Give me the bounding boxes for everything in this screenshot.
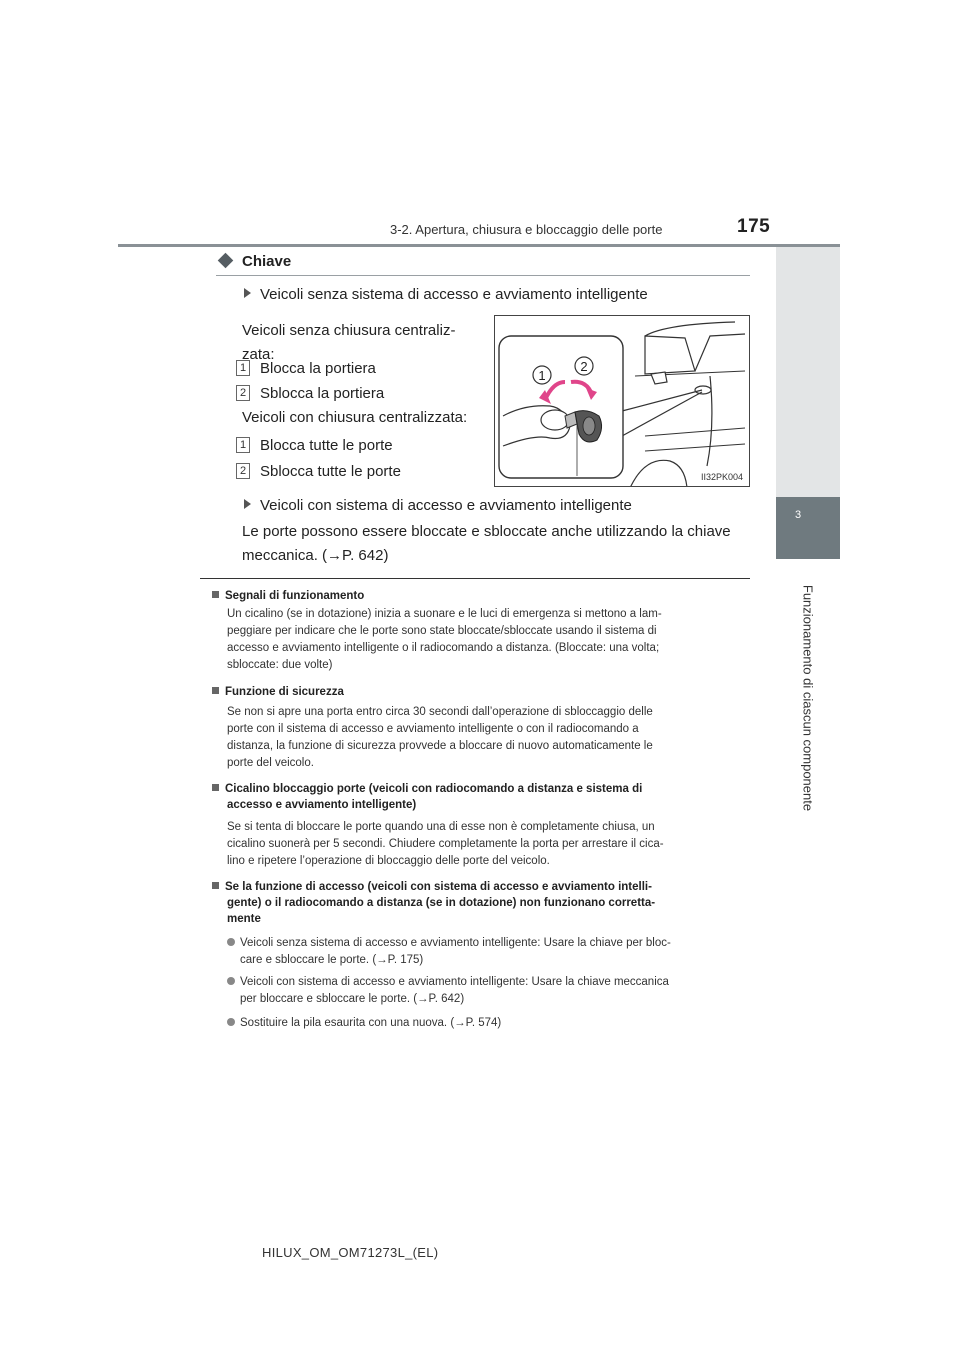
no-central-label-line2: zata: bbox=[242, 346, 275, 363]
header-section-title: 3-2. Apertura, chiusura e bloccaggio delle porte bbox=[390, 222, 663, 237]
list-item: 1 Blocca la portiera bbox=[236, 360, 376, 377]
notes-divider bbox=[200, 578, 750, 579]
smart-text-line1: Le porte possono essere bloccate e sbloccate anche utilizzando la chiave bbox=[242, 523, 731, 540]
note-title: Cicalino bloccaggio porte (veicoli con radiocomando a distanza e sistema di accesso e avviamento intelligente) bbox=[212, 781, 752, 813]
section-title: Chiave bbox=[242, 253, 292, 270]
chapter-title-vertical: Funzionamento di ciascun componente bbox=[800, 584, 816, 812]
list-item: 2 Sblocca la portiera bbox=[236, 385, 384, 402]
page-number: 175 bbox=[737, 216, 771, 237]
list-item: Sostituire la pila esaurita con una nuova. (→P. 574) bbox=[227, 1015, 751, 1032]
list-item: 1 Blocca tutte le porte bbox=[236, 437, 393, 454]
square-bullet-icon bbox=[212, 591, 219, 598]
callout-2: 2 bbox=[580, 359, 588, 374]
chapter-number: 3 bbox=[795, 509, 802, 521]
list-item: Veicoli senza sistema di accesso e avviamento intelligente: Usare la chiave per bloc- care e sbloccare le porte. (→P. 175) bbox=[227, 935, 751, 969]
circle-bullet-icon bbox=[227, 938, 235, 946]
square-bullet-icon bbox=[212, 784, 219, 791]
central-label: Veicoli con chiusura centralizzata: bbox=[242, 409, 468, 426]
list-item: 2 Sblocca tutte le porte bbox=[236, 463, 401, 480]
diamond-icon bbox=[218, 253, 234, 269]
circle-bullet-icon bbox=[227, 977, 235, 985]
note-title: Funzione di sicurezza bbox=[212, 684, 344, 700]
note-body: Se non si apre una porta entro circa 30 secondi dall’operazione di sbloccaggio delle porte con il sistema di accesso e avviamento intelligente o con il radiocomando a distanza, la funzione di sicurezza provvede a bloccare di nuovo automaticamente le porte del veicolo. bbox=[227, 706, 653, 769]
section-rule bbox=[216, 275, 750, 276]
condition-smart: Veicoli con sistema di accesso e avviamento intelligente bbox=[244, 497, 632, 514]
callout-1: 1 bbox=[538, 368, 546, 383]
key-door-illustration bbox=[494, 315, 750, 487]
number-badge: 2 bbox=[236, 463, 250, 479]
triangle-bullet-icon bbox=[244, 288, 251, 298]
note-title: Se la funzione di accesso (veicoli con sistema di accesso e avviamento intelli- gente) o il radiocomando a distanza (se in dotazione) non funzionano corretta- mente bbox=[212, 879, 752, 927]
circle-bullet-icon bbox=[227, 1018, 235, 1026]
condition-no-smart: Veicoli senza sistema di accesso e avviamento intelligente bbox=[244, 286, 648, 303]
figure-code: II32PK004 bbox=[700, 472, 743, 482]
no-central-label-line1: Veicoli senza chiusura centraliz- bbox=[242, 322, 456, 339]
car-door-key-drawing bbox=[495, 316, 750, 487]
smart-text-line2: meccanica. (→P. 642) bbox=[242, 547, 389, 564]
number-badge: 1 bbox=[236, 437, 250, 453]
note-title: Segnali di funzionamento bbox=[212, 588, 364, 604]
square-bullet-icon bbox=[212, 882, 219, 889]
number-badge: 2 bbox=[236, 385, 250, 401]
note-body: Un cicalino (se in dotazione) inizia a suonare e le luci di emergenza si mettono a lam- peggiare per indicare che le porte sono state bloccate/sbloccate usando il sistema di accesso e avviamento intelligente o il radiocomando a distanza. (Bloccate: una volta; sbloccate: due volte) bbox=[227, 608, 662, 671]
number-badge: 1 bbox=[236, 360, 250, 376]
header-rule bbox=[118, 244, 840, 247]
note-body: Se si tenta di bloccare le porte quando una di esse non è completamente chiusa, un cicalino suonerà per 5 secondi. Chiudere completamente la porta per arrestare il cica- lino e ripetere l’operazione di bloccaggio delle porte del veicolo. bbox=[227, 821, 664, 867]
triangle-bullet-icon bbox=[244, 499, 251, 509]
manual-code: HILUX_OM_OM71273L_(EL) bbox=[262, 1245, 439, 1260]
list-item: Veicoli con sistema di accesso e avviamento intelligente: Usare la chiave meccanica per bloccare e sbloccare le porte. (→P. 642) bbox=[227, 974, 751, 1008]
square-bullet-icon bbox=[212, 687, 219, 694]
side-tab-background bbox=[776, 247, 840, 497]
